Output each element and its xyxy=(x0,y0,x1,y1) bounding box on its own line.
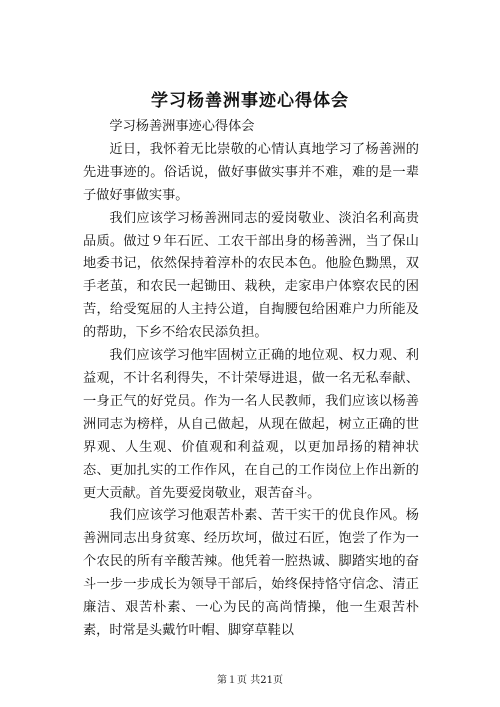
document-body xyxy=(83,116,419,643)
paragraph-subtitle: 学习杨善洲事迹心得体会 xyxy=(109,119,255,134)
paragraph-dedication: 我们应该学习杨善洲同志的爱岗敬业、淡泊名利高贵品质。做过９年石匠、工农干部出身的杨善洲，当了保山地委书记，依然保持着淳朴的农民本色。他脸色黝黑，双手老茧，和农民一起锄田、栽秧，走家串户体察农民的困苦，给受冤屈的人主持公道，自掏腰包给困难户力所能及的帮助，下乡不给农民添负担。 xyxy=(83,210,419,341)
paragraph-style: 我们应该学习他艰苦朴素、苦干实干的优良作风。杨善洲同志出身贫寒、经历坎坷，做过石匠，饱尝了作为一个农民的所有辛酸苦辣。他凭着一腔热诚、脚踏实地的奋斗一步一步成长为领导干部后，始终保持恪守信念、清正廉洁、艰苦朴素、一心为民的高尚情操，他一生艰苦朴素，时常是头戴竹叶帽、脚穿草鞋以 xyxy=(83,508,419,638)
paragraph-values: 我们应该学习他牢固树立正确的地位观、权力观、利益观，不计名利得失，不计荣辱进退，做一名无私奉献、一身正气的好党员。作为一名人民教师，我们应该以杨善洲同志为榜样，从自己做起，从现在做起，树立正确的世界观、人生观、价值观和利益观，以更加昂扬的精神状态、更加扎实的工作作风，在自己的工作岗位上作出新的更大贡献。首先要爱岗敬业，艰苦奋斗。 xyxy=(83,348,419,501)
page-number-footer: 第１页 共21页 xyxy=(217,675,283,686)
document-title: 学习杨善洲事迹心得体会 xyxy=(151,91,349,111)
paragraph-intro: 近日，我怀着无比崇敬的心情认真地学习了杨善洲的先进事迹的。俗话说，做好事做实事并不难，难的是一辈子做好事做实事。 xyxy=(83,141,419,203)
